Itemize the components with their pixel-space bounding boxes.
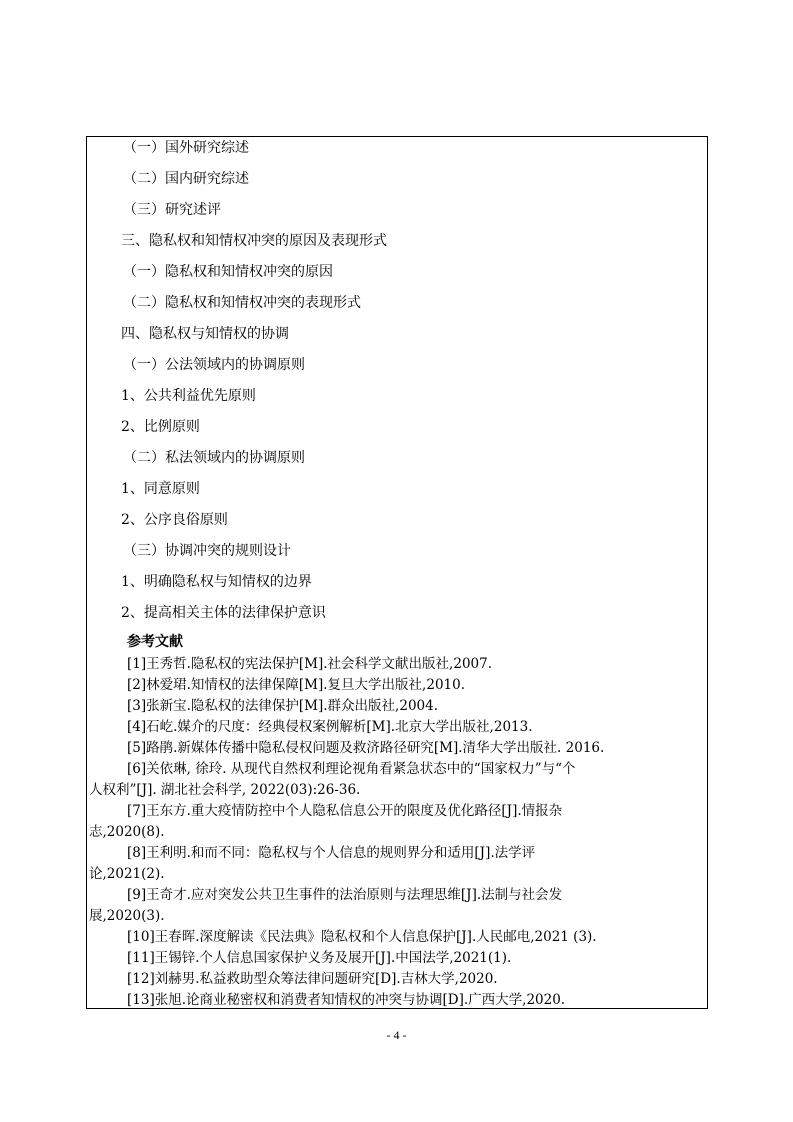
outline-item: （一）公法领域内的协调原则 (123, 357, 305, 373)
outline-item: （二）私法领域内的协调原则 (123, 450, 305, 466)
reference-item: [1]王秀哲.隐私权的宪法保护[M].社会科学文献出版社,2007. (127, 656, 493, 672)
references-heading: 参考文献 (127, 634, 183, 650)
outline-item: 1、公共利益优先原则 (121, 388, 256, 404)
outline-item: 四、隐私权与知情权的协调 (121, 326, 289, 342)
outline-item: 2、公序良俗原则 (121, 512, 228, 528)
reference-item-continued: 展,2020(3). (89, 908, 165, 924)
page-number: - 4 - (386, 1028, 407, 1042)
reference-item: [13]张旭.论商业秘密权和消费者知情权的冲突与协调[D].广西大学,2020. (127, 992, 566, 1008)
outline-item: （二）国内研究综述 (123, 171, 249, 187)
reference-item-continued: 志,2020(8). (89, 824, 165, 840)
outline-item: （三）协调冲突的规则设计 (123, 543, 291, 559)
reference-item: [4]石屹.媒介的尺度：经典侵权案例解析[M].北京大学出版社,2013. (127, 719, 533, 735)
outline-item: （一）隐私权和知情权冲突的原因 (123, 264, 333, 280)
content-frame (86, 136, 708, 1009)
outline-item: 三、隐私权和知情权冲突的原因及表现形式 (121, 233, 387, 249)
reference-item: [8]王利明.和而不同：隐私权与个人信息的规则界分和适用[J].法学评 (127, 845, 536, 861)
outline-item: （二）隐私权和知情权冲突的表现形式 (123, 295, 361, 311)
outline-item: 1、同意原则 (121, 481, 200, 497)
outline-item: 1、明确隐私权与知情权的边界 (121, 574, 312, 590)
outline-item: （三）研究述评 (123, 202, 221, 218)
reference-item: [2]林爱珺.知情权的法律保障[M].复旦大学出版社,2010. (127, 677, 466, 693)
outline-item: 2、提高相关主体的法律保护意识 (121, 605, 326, 621)
outline-item: 2、比例原则 (121, 419, 200, 435)
reference-item-continued: 人权利”[J]. 湖北社会科学, 2022(03):26-36. (89, 782, 361, 798)
reference-item: [10]王春晖.深度解读《民法典》隐私权和个人信息保护[J].人民邮电,2021 (3). (127, 929, 597, 945)
reference-item: [9]王奇才.应对突发公共卫生事件的法治原则与法理思维[J].法制与社会发 (127, 887, 563, 903)
reference-item: [11]王锡锌.个人信息国家保护义务及展开[J].中国法学,2021(1). (127, 950, 512, 966)
reference-item: [3]张新宝.隐私权的法律保护[M].群众出版社,2004. (127, 698, 439, 714)
reference-item: [5]路鹃.新媒体传播中隐私侵权问题及救济路径研究[M].清华大学出版社. 2016. (127, 740, 605, 756)
reference-item: [12]刘赫男.私益救助型众筹法律问题研究[D].吉林大学,2020. (127, 971, 498, 987)
outline-item: （一）国外研究综述 (123, 140, 249, 156)
reference-item: [7]王东方.重大疫情防控中个人隐私信息公开的限度及优化路径[J].情报杂 (127, 803, 563, 819)
reference-item-continued: 论,2021(2). (89, 866, 165, 882)
reference-item: [6]关依琳, 徐玲. 从现代自然权利理论视角看紧急状态中的“国家权力”与“个 (127, 761, 576, 777)
